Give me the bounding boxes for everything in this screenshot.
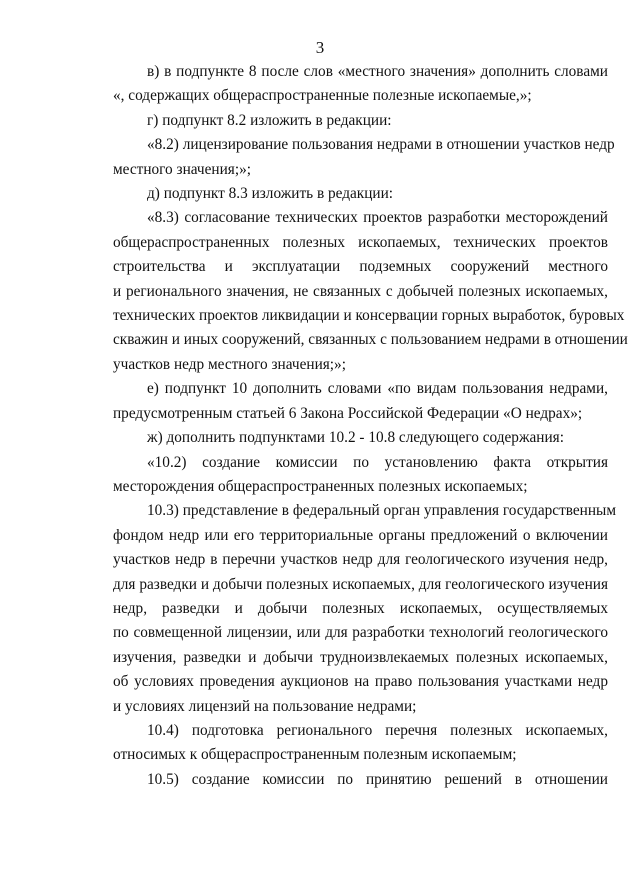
paragraph-8-3 — [113, 206, 628, 377]
text-line: ж) дополнить подпунктами 10.2 - 10.8 следующего содержания: — [147, 429, 564, 447]
text-line: и регионального значения, не связанных с добычей полезных ископаемых, — [113, 282, 608, 300]
text-line: относимых к общераспространенным полезным ископаемым; — [113, 746, 517, 764]
text-line: «10.2) создание комиссии по установлению факта открытия — [147, 453, 608, 471]
text-line: фондом недр или его территориальные органы предложений о включении — [113, 526, 608, 544]
text-line: участков недр местного значения;»; — [113, 355, 346, 373]
text-line: 10.3) представление в федеральный орган управления государственным — [147, 502, 617, 520]
page-number: 3 — [315, 38, 325, 57]
paragraph-g — [113, 109, 608, 133]
text-line: и условиях лицензий на пользование недрами; — [113, 697, 417, 715]
text-line: участков недр в перечни участков недр для геологического изучения недр, — [113, 551, 608, 569]
text-line: месторождения общераспространенных полезных ископаемых; — [113, 477, 528, 495]
paragraph-e — [113, 377, 608, 426]
text-line: 10.5) создание комиссии по принятию решений в отношении — [147, 770, 608, 788]
text-line: «8.2) лицензирование пользования недрами в отношении участков недр — [147, 136, 615, 154]
text-line: д) подпункт 8.3 изложить в редакции: — [147, 185, 394, 203]
paragraph-10-5 — [113, 768, 608, 792]
text-line: для разведки и добычи полезных ископаемых, для геологического изучения — [113, 575, 608, 593]
document-body — [113, 60, 628, 792]
text-line: «8.3) согласование технических проектов разработки месторождений — [147, 209, 608, 227]
text-line: технических проектов ликвидации и консервации горных выработок, буровых — [113, 307, 625, 325]
text-line: г) подпункт 8.2 изложить в редакции: — [147, 111, 392, 129]
paragraph-8-2 — [113, 133, 615, 182]
text-line: е) подпункт 10 дополнить словами «по видам пользования недрами, — [147, 380, 608, 398]
paragraph-10-2 — [113, 451, 608, 500]
text-line: строительства и эксплуатации подземных сооружений местного — [113, 258, 608, 276]
text-line: общераспространенных полезных ископаемых, технических проектов — [113, 233, 608, 251]
text-line: предусмотренным статьей 6 Закона Российской Федерации «О недрах»; — [113, 404, 583, 422]
text-line: недр, разведки и добычи полезных ископаемых, осуществляемых — [113, 599, 608, 617]
paragraph-10-3 — [113, 499, 617, 719]
text-line: об условиях проведения аукционов на право пользования участками недр — [113, 673, 608, 691]
text-line: местного значения;»; — [113, 160, 251, 178]
text-line: «, содержащих общераспространенные полезные ископаемые,»; — [113, 87, 532, 105]
paragraph-10-4 — [113, 719, 608, 768]
text-line: в) в подпункте 8 после слов «местного значения» дополнить словами — [147, 63, 608, 80]
text-line: изучения, разведки и добычи трудноизвлекаемых полезных ископаемых, — [113, 648, 608, 666]
text-line: 10.4) подготовка регионального перечня полезных ископаемых, — [147, 721, 608, 739]
paragraph-d — [113, 182, 608, 206]
paragraph-v — [113, 60, 608, 109]
text-line: по совмещенной лицензии, или для разработки технологий геологического — [113, 624, 608, 642]
paragraph-zh — [113, 426, 608, 450]
text-line: скважин и иных сооружений, связанных с пользованием недрами в отношении — [113, 331, 628, 349]
